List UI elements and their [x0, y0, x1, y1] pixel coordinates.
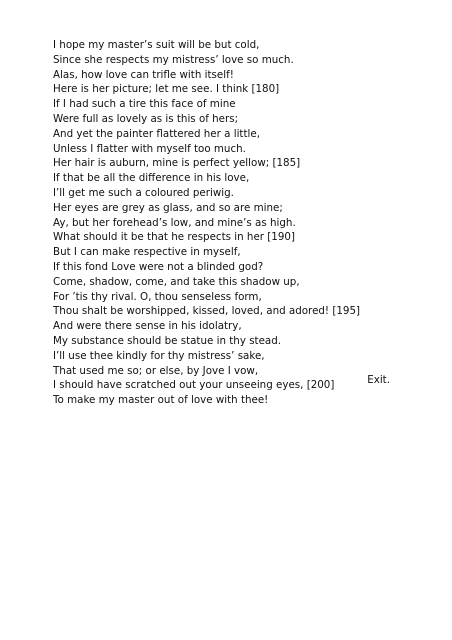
verse-line: Were full as lovely as is this of hers;	[53, 112, 239, 125]
verse-line: Thou shalt be worshipped, kissed, loved, and adored! [195]	[53, 305, 361, 318]
verse-line: That used me so; or else, by Jove I vow,	[53, 364, 259, 377]
verse-line: I’ll get me such a coloured periwig.	[53, 186, 234, 199]
verse-line: And yet the painter flattered her a little,	[53, 127, 260, 140]
verse-line: And were there sense in his idolatry,	[53, 320, 242, 333]
verse-line: My substance should be statue in thy stead.	[53, 334, 282, 347]
verse-line: Come, shadow, come, and take this shadow up,	[53, 275, 300, 288]
verse-line: Alas, how love can trifle with itself!	[53, 68, 234, 81]
verse-line: Her eyes are grey as glass, and so are mine;	[53, 201, 283, 214]
verse-line: If I had such a tire this face of mine	[53, 98, 236, 111]
verse-line: Unless I flatter with myself too much.	[53, 142, 246, 155]
stage-direction-exit: Exit.	[367, 374, 390, 386]
verse-line: I hope my master’s suit will be but cold,	[53, 39, 260, 51]
verse-line: If that be all the difference in his love,	[53, 172, 250, 185]
verse-line: But I can make respective in myself,	[53, 246, 241, 259]
verse-line: For ’tis thy rival. O, thou senseless form,	[53, 290, 262, 303]
verse-line: To make my master out of love with thee!	[53, 394, 269, 407]
verse-passage	[53, 38, 413, 408]
verse-line: If this fond Love were not a blinded god?	[53, 260, 264, 273]
verse-line: I’ll use thee kindly for thy mistress’ sake,	[53, 349, 265, 362]
verse-line: I should have scratched out your unseeing eyes, [200]	[53, 379, 335, 392]
verse-line: Since she respects my mistress’ love so much.	[53, 53, 294, 66]
verse-line: What should it be that he respects in her [190]	[53, 231, 295, 244]
verse-line: Her hair is auburn, mine is perfect yellow; [185]	[53, 157, 301, 170]
verse-line: Here is her picture; let me see. I think [180]	[53, 83, 280, 96]
verse-line: Ay, but her forehead’s low, and mine’s as high.	[53, 216, 296, 229]
